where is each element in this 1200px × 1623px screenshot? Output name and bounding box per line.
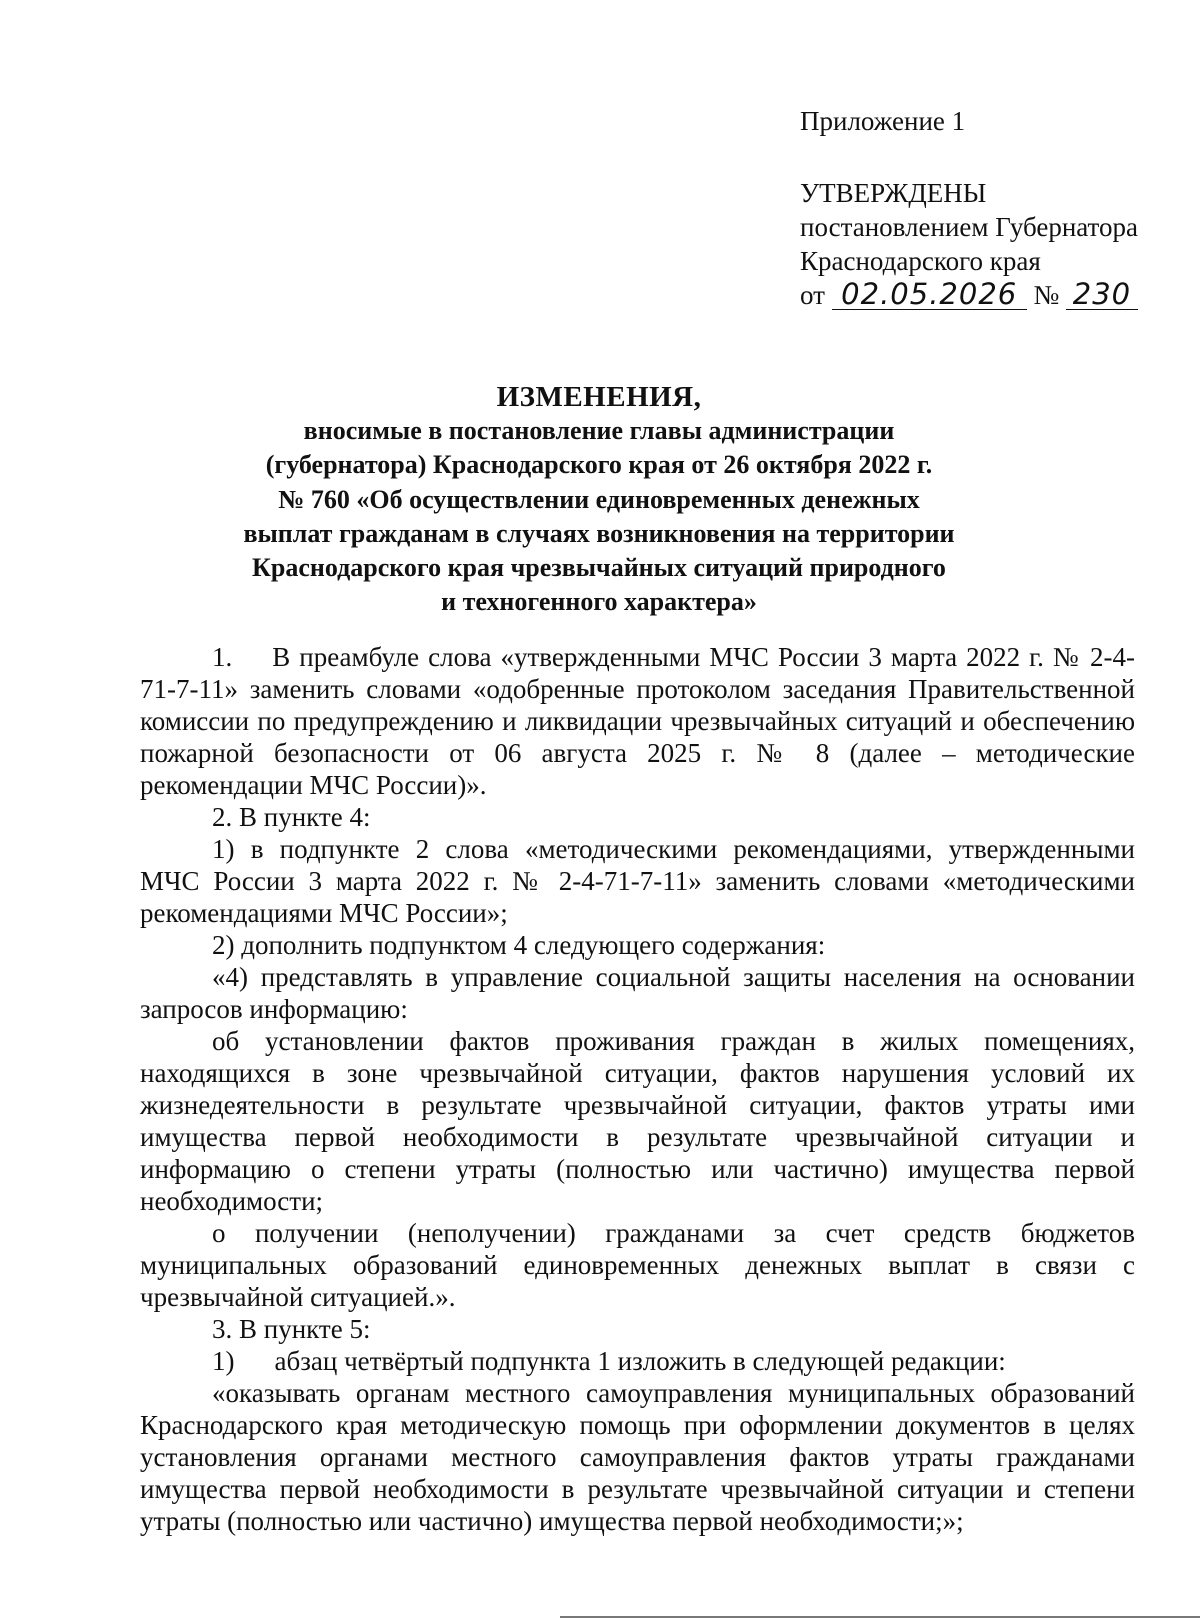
handwritten-date: 02.05.2026 — [832, 279, 1027, 310]
paragraph-9-text: абзац четвёртый подпункта 1 изложить в следующей редакции: — [274, 1346, 1006, 1376]
paragraph-2: 2. В пункте 4: — [212, 802, 371, 832]
title-line: (губернатора) Краснодарского края от 26 октября 2022 г. — [265, 450, 933, 480]
paragraph-7: о получении (неполучении) гражданами за счет средств бюджетов муниципальных образований единовременных денежных выплат в связи с чрезвычайной ситуацией.». — [140, 1218, 1135, 1312]
paragraph-3: 1) в подпункте 2 слова «методическими рекомендациями, утвержденными МЧС России 3 марта 2022 г. № 2-4-71-7-11» заменить словами «методическими рекомендациями МЧС России»; — [140, 834, 1135, 928]
title-line: и техногенного характера» — [441, 587, 757, 617]
approved-label: УТВЕРЖДЕНЫ — [800, 178, 987, 208]
handwritten-number: 230 — [1066, 279, 1138, 310]
paragraph-9 — [140, 1345, 1135, 1377]
paragraph-4: 2) дополнить подпунктом 4 следующего содержания: — [212, 930, 826, 960]
title-line: выплат гражданам в случаях возникновения на территории — [243, 518, 955, 548]
paragraph-1-number: 1. — [212, 642, 233, 672]
title-line: вносимые в постановление главы администрации — [303, 416, 895, 446]
document-title — [130, 380, 1068, 619]
appendix-label: Приложение 1 — [800, 106, 966, 136]
paragraph-9-number: 1) — [212, 1346, 235, 1376]
approval-block — [800, 104, 1180, 312]
from-label: от — [800, 280, 825, 310]
title-line: № 760 «Об осуществлении единовременных денежных — [278, 484, 920, 514]
paragraph-6: об установлении фактов проживания граждан в жилых помещениях, находящихся в зоне чрезвычайной ситуации, фактов нарушения условий их жизнедеятельности в результате чрезвычайной ситуации, фактов утраты ими имущества первой необходимости в результате чрезвычайной ситуации и информацию о степени утраты (полностью или частично) имущества первой необходимости; — [140, 1026, 1135, 1216]
paragraph-5: «4) представлять в управление социальной защиты населения на основании запросов информацию: — [140, 962, 1135, 1024]
document-body — [140, 641, 1135, 1537]
paragraph-10: «оказывать органам местного самоуправления муниципальных образований Краснодарского края методическую помощь при оформлении документов в целях установления органами местного самоуправления фактов утраты гражданами имущества первой необходимости в результате чрезвычайной ситуации и степени утраты (полностью или частично) имущества первой необходимости;»; — [140, 1378, 1135, 1536]
approval-line-1: постановлением Губернатора — [800, 212, 1138, 242]
paragraph-8: 3. В пункте 5: — [212, 1314, 371, 1344]
paragraph-1 — [140, 641, 1135, 801]
paragraph-1-text: В преамбуле слова «утвержденными МЧС России 3 марта 2022 г. № 2-4-71-7-11» заменить словами «одобренные протоколом заседания Правительственной комиссии по предупреждению и ликвидации чрезвычайных ситуаций и обеспечению пожарной безопасности от 06 августа 2025 г. № 8 (далее – методические рекомендации МЧС России)». — [140, 642, 1135, 800]
title-heading: ИЗМЕНЕНИЯ, — [496, 381, 702, 413]
scan-edge-line — [560, 1616, 1200, 1618]
approval-date-line — [800, 278, 1180, 312]
title-line: Краснодарского края чрезвычайных ситуаций природного — [252, 553, 946, 583]
number-label: № — [1033, 280, 1060, 310]
approval-line-2: Краснодарского края — [800, 246, 1041, 276]
